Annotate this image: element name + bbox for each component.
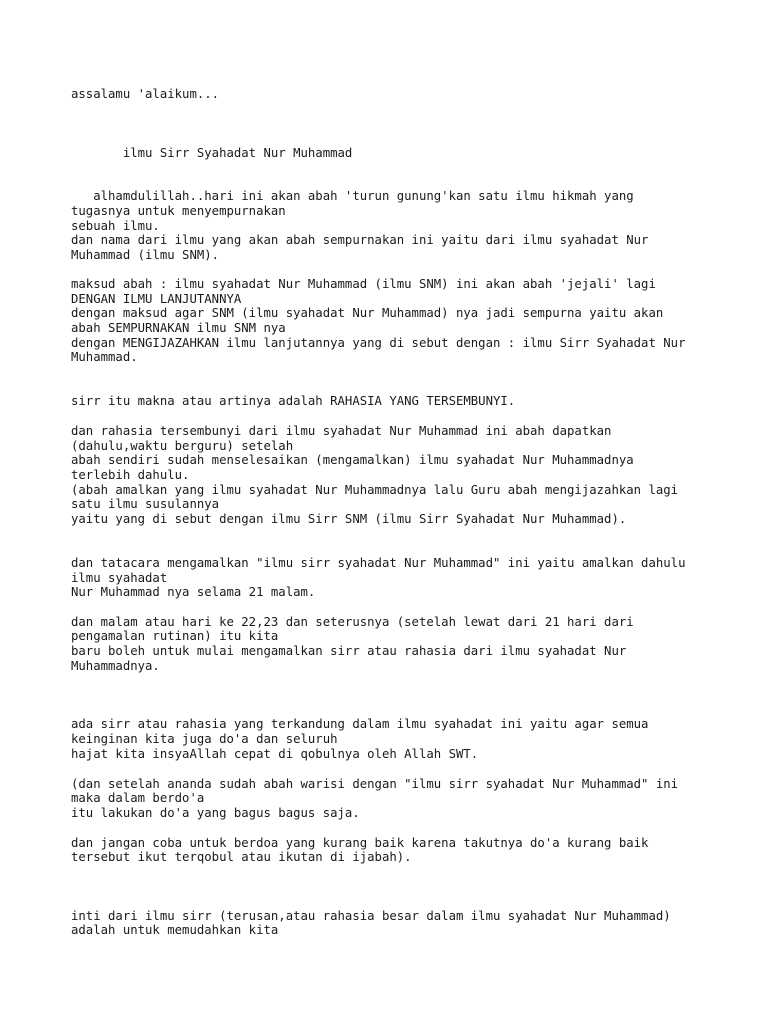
- text-line: Muhammad.: [71, 350, 138, 364]
- text-line: dan rahasia tersembunyi dari ilmu syahadat Nur Muhammad ini abah dapatkan: [71, 424, 612, 438]
- text-line: inti dari ilmu sirr (terusan,atau rahasia besar dalam ilmu syahadat Nur Muhammad): [71, 909, 671, 923]
- text-line: satu ilmu susulannya: [71, 497, 220, 511]
- greeting-line: assalamu 'alaikum...: [71, 87, 220, 101]
- text-line: alhamdulillah..hari ini akan abah 'turun gunung'kan satu ilmu hikmah yang: [71, 189, 634, 203]
- text-line: pengamalan rutinan) itu kita: [71, 629, 279, 643]
- text-line: hajat kita insyaAllah cepat di qobulnya oleh Allah SWT.: [71, 747, 479, 761]
- text-line: baru boleh untuk mulai mengamalkan sirr atau rahasia dari ilmu syahadat Nur: [71, 644, 627, 658]
- text-line: tugasnya untuk menyempurnakan: [71, 204, 286, 218]
- text-line: terlebih dahulu.: [71, 468, 190, 482]
- text-line: sebuah ilmu.: [71, 219, 160, 233]
- text-line: dan malam atau hari ke 22,23 dan seterusnya (setelah lewat dari 21 hari dari: [71, 615, 634, 629]
- text-line: yaitu yang di sebut dengan ilmu Sirr SNM (ilmu Sirr Syahadat Nur Muhammad).: [71, 512, 627, 526]
- text-line: dengan maksud agar SNM (ilmu syahadat Nur Muhammad) nya jadi sempurna yaitu akan: [71, 306, 664, 320]
- text-line: (dahulu,waktu berguru) setelah: [71, 439, 294, 453]
- text-line: keinginan kita juga do'a dan seluruh: [71, 732, 338, 746]
- document-title: ilmu Sirr Syahadat Nur Muhammad: [71, 146, 353, 160]
- text-line: dan tatacara mengamalkan "ilmu sirr syahadat Nur Muhammad" ini yaitu amalkan dahulu: [71, 556, 686, 570]
- text-line: itu lakukan do'a yang bagus bagus saja.: [71, 806, 360, 820]
- text-line: DENGAN ILMU LANJUTANNYA: [71, 292, 242, 306]
- text-line: ilmu syahadat: [71, 571, 168, 585]
- text-line: ada sirr atau rahasia yang terkandung dalam ilmu syahadat ini yaitu agar semua: [71, 717, 649, 731]
- text-line: dan jangan coba untuk berdoa yang kurang baik karena takutnya do'a kurang baik: [71, 836, 649, 850]
- text-line: sirr itu makna atau artinya adalah RAHASIA YANG TERSEMBUNYI.: [71, 394, 516, 408]
- text-line: (dan setelah ananda sudah abah warisi dengan "ilmu sirr syahadat Nur Muhammad" ini: [71, 777, 679, 791]
- text-line: Muhammad (ilmu SNM).: [71, 248, 220, 262]
- text-line: Nur Muhammad nya selama 21 malam.: [71, 585, 316, 599]
- text-line: abah SEMPURNAKAN ilmu SNM nya: [71, 321, 286, 335]
- text-line: dan nama dari ilmu yang akan abah sempurnakan ini yaitu dari ilmu syahadat Nur: [71, 233, 649, 247]
- text-line: adalah untuk memudahkan kita: [71, 923, 279, 937]
- text-line: tersebut ikut terqobul atau ikutan di ijabah).: [71, 850, 412, 864]
- text-line: maka dalam berdo'a: [71, 791, 205, 805]
- text-line: Muhammadnya.: [71, 659, 160, 673]
- text-line: maksud abah : ilmu syahadat Nur Muhammad (ilmu SNM) ini akan abah 'jejali' lagi: [71, 277, 656, 291]
- text-line: (abah amalkan yang ilmu syahadat Nur Muhammadnya lalu Guru abah mengijazahkan lagi: [71, 483, 679, 497]
- text-line: abah sendiri sudah menselesaikan (mengamalkan) ilmu syahadat Nur Muhammadnya: [71, 453, 634, 467]
- text-line: dengan MENGIJAZAHKAN ilmu lanjutannya yang di sebut dengan : ilmu Sirr Syahadat Nur: [71, 336, 686, 350]
